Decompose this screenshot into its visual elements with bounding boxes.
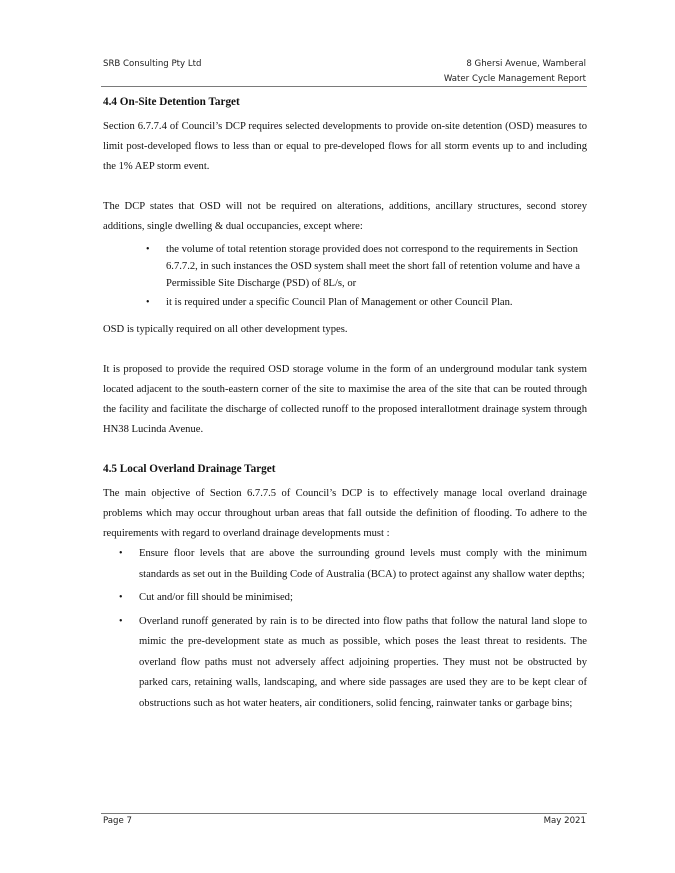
- list-item: • it is required under a specific Council Plan of Management or other Council Plan.: [166, 294, 587, 311]
- section-4-5-bullet-list: [119, 544, 587, 714]
- section-4-4-heading: 4.4 On-Site Detention Target: [103, 96, 240, 108]
- section-4-4-paragraph-3: OSD is typically required on all other development types.: [103, 324, 348, 335]
- section-4-4-bullet-list: [146, 241, 587, 311]
- section-4-5-paragraph-1: The main objective of Section 6.7.7.5 of Council’s DCP is to effectively manage local overland drainage problems which may occur throughout urban areas that fall outside the definition of flooding. To adhere to the requirements with regard to overland drainage developments must :: [103, 488, 587, 539]
- header-report-title: Water Cycle Management Report: [443, 74, 586, 84]
- list-item: • the volume of total retention storage provided does not correspond to the requirements in Section 6.7.7.2, in such instances the OSD system shall meet the short fall of retention volume and have a Permissible Site Discharge (PSD) of 8L/s, or: [166, 241, 587, 292]
- section-4-4-paragraph-4: It is proposed to provide the required OSD storage volume in the form of an underground modular tank system located adjacent to the south-eastern corner of the site to maximise the area of the site that can be routed through the facility and facilitate the discharge of collected runoff to the proposed interallotment drainage system through HN38 Lucinda Avenue.: [103, 364, 587, 435]
- bullet-icon: •: [146, 297, 150, 308]
- footer-divider: [101, 813, 587, 814]
- bullet-icon: •: [119, 615, 123, 627]
- list-item: • Cut and/or fill should be minimised;: [139, 588, 587, 609]
- footer-date: May 2021: [543, 816, 586, 826]
- header-company: SRB Consulting Pty Ltd: [103, 59, 202, 69]
- list-item: • Ensure floor levels that are above the surrounding ground levels must comply with the minimum standards as set out in the Building Code of Australia (BCA) to protect against any shallow water depths;: [139, 544, 587, 585]
- bullet-icon: •: [146, 244, 150, 255]
- footer-page-number: Page 7: [103, 816, 133, 826]
- section-4-4-paragraph-2: The DCP states that OSD will not be required on alterations, additions, ancillary structures, second storey additions, single dwelling & dual occupancies, except where:: [103, 201, 587, 232]
- bullet-icon: •: [119, 592, 123, 603]
- header-address: 8 Ghersi Avenue, Wamberal: [466, 59, 586, 69]
- list-item: • Overland runoff generated by rain is to be directed into flow paths that follow the natural land slope to mimic the pre-development state as much as possible, which poses the least threat to residents. The overland flow paths must not adversely affect adjoining properties. They must not be obstructed by parked cars, retaining walls, landscaping, and where side passages are used they are to be kept clear of obstructions such as hot water heaters, air conditioners, solid fencing, rainwater tanks or garbage bins;: [139, 612, 587, 715]
- header-title-block: [444, 57, 586, 87]
- page-content: [103, 93, 587, 717]
- bullet-icon: •: [119, 548, 123, 559]
- header-divider: [101, 86, 587, 87]
- section-4-5-heading: 4.5 Local Overland Drainage Target: [103, 463, 276, 475]
- section-4-4-paragraph-1: Section 6.7.7.4 of Council’s DCP requires selected developments to provide on-site detention (OSD) measures to limit post-developed flows to less than or equal to pre-developed flows for all storm events up to and including the 1% AEP storm event.: [103, 121, 587, 172]
